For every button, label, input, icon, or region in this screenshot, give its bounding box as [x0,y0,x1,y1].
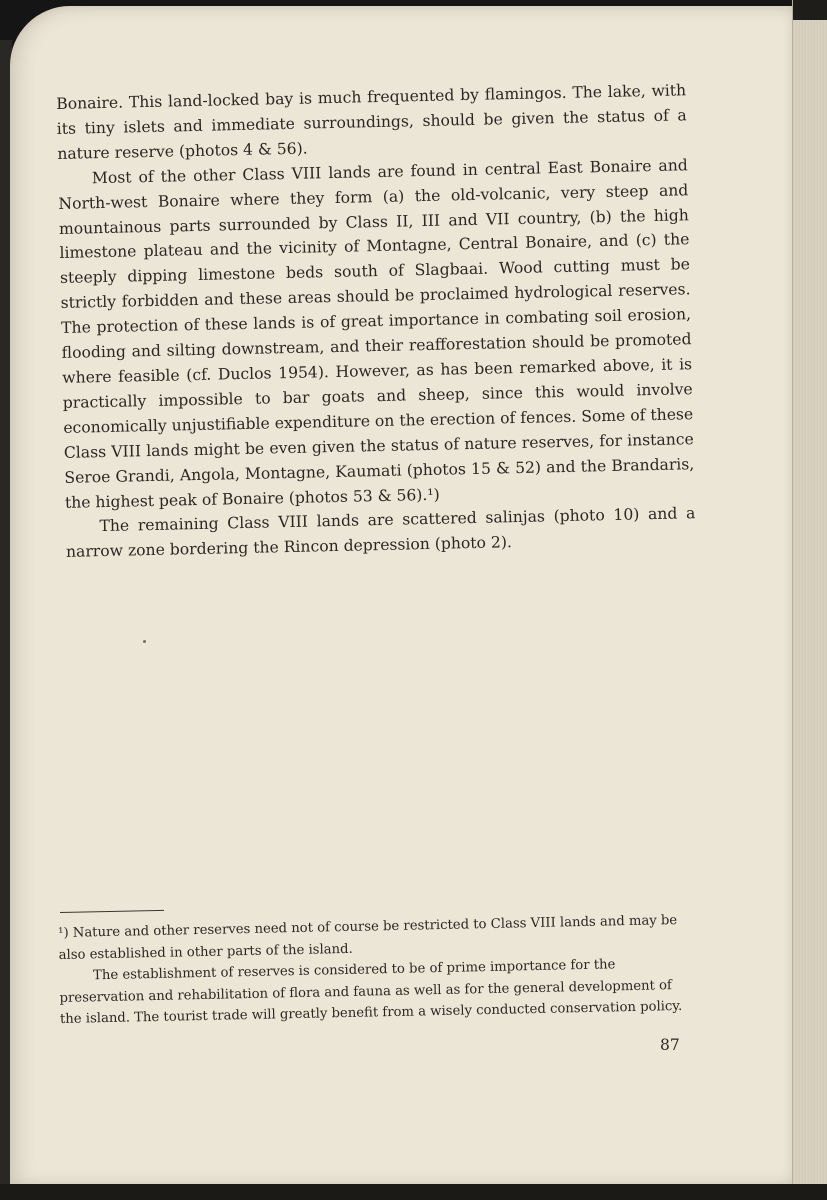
paragraph-1: Bonaire. This land-locked bay is much frequented by flamingos. The lake, with its tiny islets and immediate surroundings, should be given the status of a nature reserve (photos 4 & 56). [56,81,687,163]
paragraph-3: The remaining Class VIII lands are scattered salinjas (photo 10) and a narrow zone bordering the Rincon depression (photo 2). [65,504,696,562]
footnote-1: ¹) Nature and other reserves need not of course be restricted to Class VIII lands and may be also established in other parts of the island. [58,913,678,963]
body-text [56,78,696,565]
paper-speck [143,640,146,643]
page-number: 87 [660,1036,680,1054]
paragraph-2: Most of the other Class VIII lands are found in central East Bonaire and North-west Bonaire where they form (a) the old-volcanic, very steep and mountainous parts surrounded by Class II, III and VII country, (b) the high limestone plateau and the vicinity of Montagne, Central Bonaire, and (c) the steeply dipping limestone beds south of Slagbaai. Wood cutting must be strictly forbidden and these areas should be proclaimed hydrological reserves. The protection of these lands is of great importance in combating soil erosion, flooding and silting downstream, and their reafforestation should be promoted where feasible (cf. Duclos 1954). However, as has been remarked above, it is practically impossible to bar goats and sheep, since this would involve economically unjustifiable expenditure on the erection of fences. Some of these Class VIII lands might be even given the status of nature reserves, for instance Seroe Grandi, Angola, Montagne, Kaumati (photos 15 & 52) and the Brandaris, the highest peak of Bonaire (photos 53 & 56).¹) [58,155,695,512]
footnotes [58,910,696,1031]
page-edges-top-shadow [793,0,827,20]
footnote-2: The establishment of reserves is considered to be of prime importance for the preservation and rehabilitation of flora and fauna as well as for the general development of the island. The tourist trade will greatly benefit from a wisely conducted conservation policy. [59,957,683,1028]
page-edges [792,0,827,1200]
scan-bottom-border [0,1184,827,1200]
